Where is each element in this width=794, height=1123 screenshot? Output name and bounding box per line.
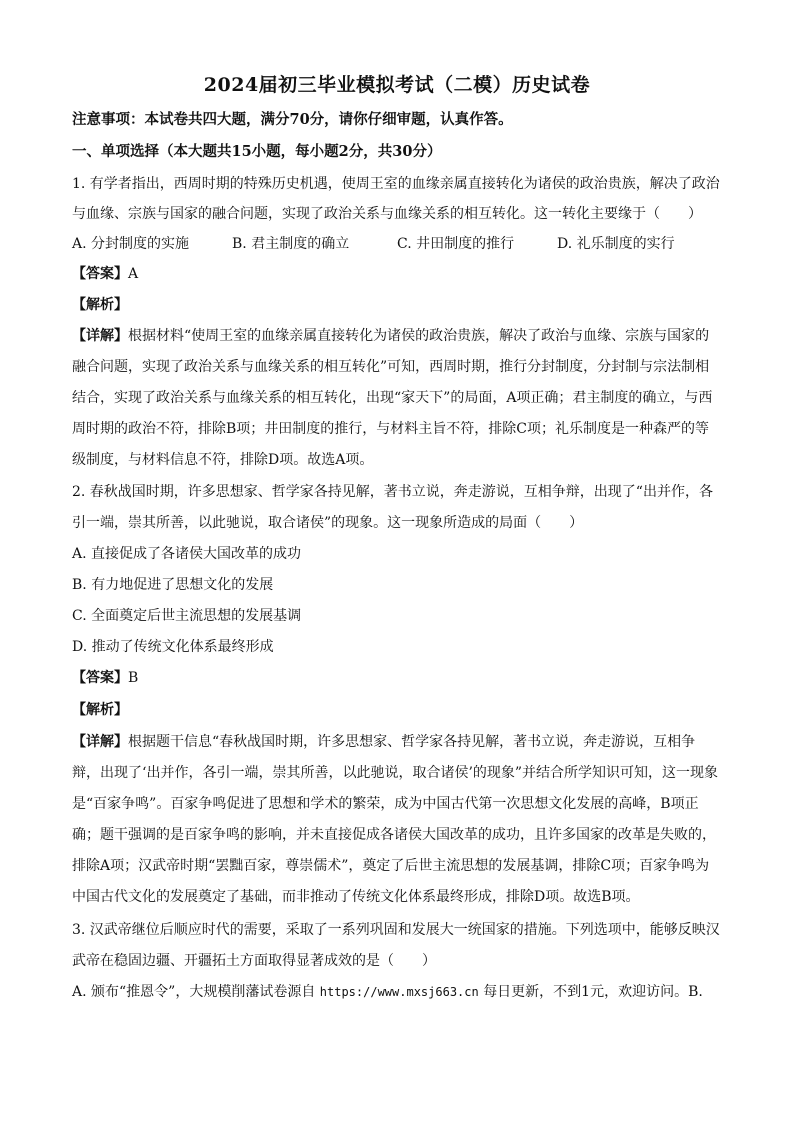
question-1-detail-line-3: 结合，实现了政治关系与血缘关系的相互转化，出现“家天下”的局面，A项正确；君主制度的确立，与西 — [72, 390, 713, 406]
question-3-stem-line-2: 武帝在稳固边疆、开疆拓土方面取得显著成效的是（ ） — [72, 953, 436, 969]
question-2-stem-line-2: 引一端，崇其所善，以此驰说，取合诸侯”的现象。这一现象所造成的局面（ ） — [72, 515, 584, 531]
answer-tag: 【答案】 — [72, 266, 128, 282]
question-2-detail-line-2: 辩，出现了‘出并作，各引一端，崇其所善，以此驰说，取合诸侯’的现象”并结合所学知识可知，这一现象 — [72, 765, 719, 781]
question-1-analysis-tag: 【解析】 — [72, 297, 128, 313]
question-3-stem-line-1: 3. 汉武帝继位后顺应时代的需要，采取了一系列巩固和发展大一统国家的措施。下列选项中，能够反映汉 — [72, 922, 720, 938]
page-title: 2024届初三毕业模拟考试（二模）历史试卷 — [203, 74, 591, 96]
question-2-analysis-tag: 【解析】 — [72, 702, 128, 718]
detail-tag: 【详解】 — [72, 328, 128, 344]
ad-tail-text: 每日更新，不到1元，欢迎访问。B. — [483, 984, 703, 1000]
question-1-detail-line-5: 级制度，与材料信息不符，排除D项。故选A项。 — [72, 452, 374, 468]
question-1-option-a: A. 分封制度的实施 — [72, 236, 190, 252]
question-2-detail-line-4: 确；题干强调的是百家争鸣的影响，并未直接促成各诸侯大国改革的成功，且许多国家的改革是失败的， — [72, 827, 716, 843]
detail-tag: 【详解】 — [72, 734, 128, 750]
answer-value: A — [128, 266, 139, 282]
answer-value: B — [128, 670, 139, 686]
question-1-answer — [72, 264, 724, 284]
question-2-detail-line-5: 排除A项；汉武帝时期“罢黜百家，尊崇儒术”，奠定了后世主流思想的发展基调，排除C项；百家争鸣为 — [72, 858, 710, 874]
detail-text: 根据材料“使周王室的血缘亲属直接转化为诸侯的政治贵族，解决了政治与血缘、宗族与国家的 — [128, 328, 710, 344]
question-1-detail-line-4: 周时期的政治不符，排除B项；井田制度的推行，与材料主旨不符，排除C项；礼乐制度是一种森严的等 — [72, 421, 709, 437]
question-2-stem-line-1: 2. 春秋战国时期，许多思想家、哲学家各持见解，著书立说，奔走游说，互相争辩，出现了“出并作，各 — [72, 484, 713, 500]
question-2-answer — [72, 668, 724, 688]
question-2-detail-line-6: 中国古代文化的发展奠定了基础，而非推动了传统文化体系最终形成，排除D项。故选B项。 — [72, 889, 640, 905]
question-1-option-c: C. 井田制度的推行 — [397, 236, 515, 252]
question-1-stem-line-2: 与血缘、宗族与国家的融合问题，实现了政治关系与血缘关系的相互转化。这一转化主要缘于（ ） — [72, 206, 702, 222]
question-3-option-a: A. 颁布“推恩令”，大规模削藩试卷源自 — [72, 984, 316, 1000]
question-3-option-line — [72, 982, 724, 1002]
question-2-option-d: D. 推动了传统文化体系最终形成 — [72, 639, 274, 655]
source-url-link[interactable]: https://www.mxsj663.cn — [319, 985, 479, 999]
answer-tag: 【答案】 — [72, 670, 128, 686]
question-2-detail-line-1 — [72, 732, 724, 752]
question-2-detail-line-3: 是“百家争鸣”。百家争鸣促进了思想和学术的繁荣，成为中国古代第一次思想文化发展的高峰，B项正 — [72, 796, 699, 812]
detail-text: 根据题干信息“春秋战国时期，许多思想家、哲学家各持见解，著书立说，奔走游说，互相争 — [128, 734, 696, 750]
question-2-option-b: B. 有力地促进了思想文化的发展 — [72, 577, 274, 593]
question-1-stem-line-1: 1. 有学者指出，西周时期的特殊历史机遇，使周王室的血缘亲属直接转化为诸侯的政治贵族，解决了政治 — [72, 176, 720, 192]
question-1-option-d: D. 礼乐制度的实行 — [557, 236, 675, 252]
question-1-option-b: B. 君主制度的确立 — [232, 236, 350, 252]
exam-notice: 注意事项：本试卷共四大题，满分70分，请你仔细审题，认真作答。 — [72, 111, 513, 128]
question-1-detail-line-2: 融合问题，实现了政治关系与血缘关系的相互转化”可知，西周时期，推行分封制度，分封制与宗法制相 — [72, 359, 710, 375]
question-2-option-a: A. 直接促成了各诸侯大国改革的成功 — [72, 546, 302, 562]
question-1-detail-line-1 — [72, 326, 724, 346]
question-2-option-c: C. 全面奠定后世主流思想的发展基调 — [72, 608, 302, 624]
section-heading: 一、单项选择（本大题共15小题，每小题2分，共30分） — [72, 143, 442, 160]
